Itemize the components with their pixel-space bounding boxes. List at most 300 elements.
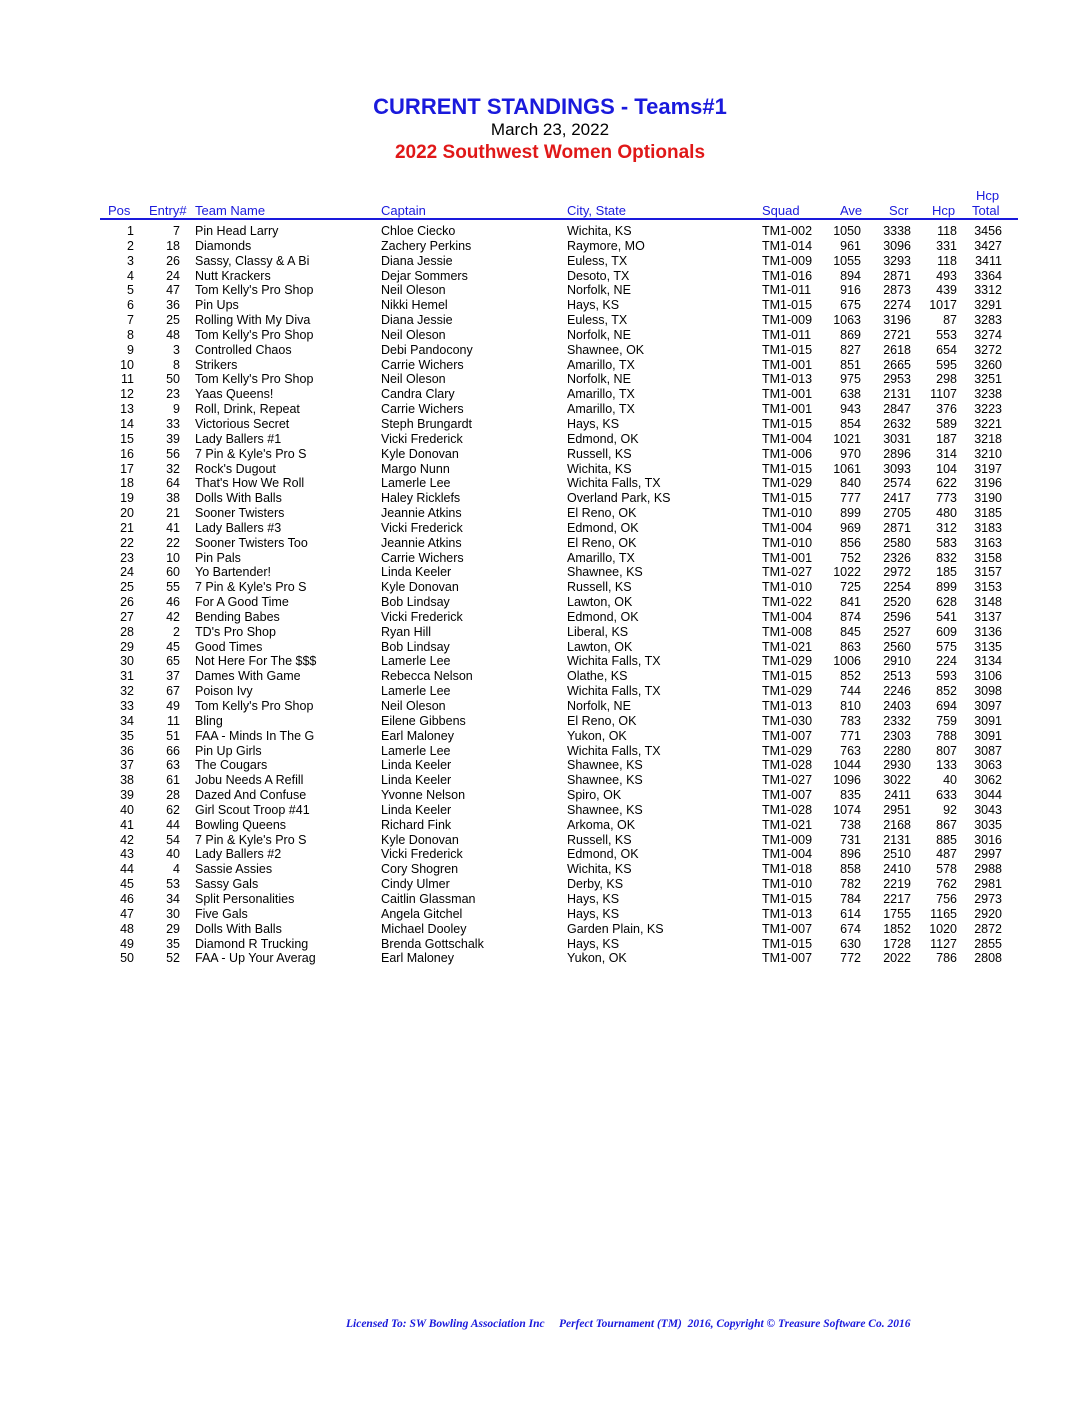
cell-handicap: 1165 bbox=[930, 906, 957, 921]
cell-average: 1063 bbox=[833, 313, 861, 328]
cell-captain: Diana Jessie bbox=[381, 313, 453, 328]
cell-position: 21 bbox=[120, 520, 134, 535]
cell-scratch-score: 2705 bbox=[883, 506, 911, 521]
cell-position: 25 bbox=[120, 580, 134, 595]
cell-average: 783 bbox=[840, 713, 861, 728]
cell-position: 47 bbox=[120, 906, 134, 921]
cell-handicap-total: 3016 bbox=[974, 832, 1002, 847]
table-row bbox=[0, 595, 1088, 610]
cell-position: 38 bbox=[120, 773, 134, 788]
cell-city-state: Spiro, OK bbox=[567, 788, 622, 803]
cell-scratch-score: 2721 bbox=[883, 327, 911, 342]
cell-handicap-total: 3153 bbox=[974, 580, 1002, 595]
cell-handicap: 541 bbox=[936, 609, 957, 624]
cell-captain: Rebecca Nelson bbox=[381, 669, 473, 684]
cell-entry-number: 10 bbox=[166, 550, 180, 565]
cell-captain: Carrie Wichers bbox=[381, 550, 464, 565]
cell-scratch-score: 2847 bbox=[883, 402, 911, 417]
cell-captain: Eilene Gibbens bbox=[381, 713, 466, 728]
cell-city-state: Edmond, OK bbox=[567, 609, 639, 624]
cell-position: 10 bbox=[120, 357, 134, 372]
cell-average: 1006 bbox=[833, 654, 861, 669]
cell-handicap-total: 3456 bbox=[974, 224, 1002, 238]
cell-entry-number: 44 bbox=[166, 817, 180, 832]
cell-captain: Carrie Wichers bbox=[381, 402, 464, 417]
cell-average: 1044 bbox=[833, 758, 861, 773]
table-row bbox=[0, 432, 1088, 447]
cell-handicap-total: 3364 bbox=[974, 268, 1002, 283]
cell-position: 4 bbox=[127, 268, 134, 283]
cell-handicap: 694 bbox=[936, 699, 957, 713]
cell-entry-number: 42 bbox=[166, 609, 180, 624]
cell-scratch-score: 2217 bbox=[883, 891, 911, 906]
cell-handicap-total: 3238 bbox=[974, 387, 1002, 402]
cell-city-state: Liberal, KS bbox=[567, 624, 629, 639]
table-row bbox=[0, 758, 1088, 773]
cell-entry-number: 28 bbox=[166, 788, 180, 803]
cell-team-name: Dazed And Confuse bbox=[195, 788, 307, 803]
table-row bbox=[0, 417, 1088, 432]
col-header-scr: Scr bbox=[889, 203, 909, 218]
table-row bbox=[0, 951, 1088, 966]
cell-city-state: Lawton, OK bbox=[567, 639, 633, 654]
cell-team-name: Lady Ballers #3 bbox=[195, 520, 282, 535]
cell-scratch-score: 2873 bbox=[883, 283, 911, 298]
cell-average: 851 bbox=[840, 357, 861, 372]
cell-entry-number: 11 bbox=[167, 713, 180, 728]
cell-entry-number: 35 bbox=[166, 936, 180, 951]
cell-entry-number: 8 bbox=[173, 357, 180, 372]
cell-handicap: 480 bbox=[936, 506, 957, 521]
cell-position: 46 bbox=[120, 891, 134, 906]
cell-city-state: Russell, KS bbox=[567, 446, 632, 461]
cell-entry-number: 53 bbox=[166, 877, 180, 892]
cell-scratch-score: 2219 bbox=[883, 877, 911, 892]
cell-entry-number: 23 bbox=[166, 387, 180, 402]
cell-team-name: Diamonds bbox=[195, 238, 252, 253]
cell-handicap: 759 bbox=[936, 713, 957, 728]
page-title: CURRENT STANDINGS - Teams#1 bbox=[373, 94, 727, 119]
table-row bbox=[0, 877, 1088, 892]
cell-entry-number: 61 bbox=[166, 773, 180, 788]
cell-captain: Lamerle Lee bbox=[381, 743, 451, 758]
cell-city-state: Shawnee, KS bbox=[567, 565, 643, 580]
tournament-name: 2022 Southwest Women Optionals bbox=[394, 142, 706, 163]
cell-captain: Caitlin Glassman bbox=[381, 891, 476, 906]
cell-average: 1055 bbox=[833, 253, 861, 268]
table-row bbox=[0, 328, 1088, 343]
cell-city-state: Garden Plain, KS bbox=[567, 921, 664, 936]
cell-captain: Lamerle Lee bbox=[381, 476, 451, 491]
cell-handicap: 622 bbox=[936, 476, 957, 491]
table-row bbox=[0, 358, 1088, 373]
cell-squad: TM1-018 bbox=[762, 862, 813, 877]
cell-handicap-total: 3283 bbox=[974, 313, 1002, 328]
cell-average: 841 bbox=[840, 595, 861, 610]
cell-average: 810 bbox=[840, 699, 861, 713]
cell-entry-number: 7 bbox=[173, 224, 180, 238]
cell-squad: TM1-014 bbox=[762, 238, 813, 253]
cell-position: 50 bbox=[120, 951, 134, 966]
cell-squad: TM1-015 bbox=[762, 342, 813, 357]
cell-average: 763 bbox=[840, 743, 861, 758]
cell-entry-number: 60 bbox=[166, 565, 180, 580]
cell-city-state: Shawnee, OK bbox=[567, 342, 645, 357]
cell-team-name: That's How We Roll bbox=[195, 476, 305, 491]
cell-captain: Vicki Frederick bbox=[381, 609, 463, 624]
cell-squad: TM1-002 bbox=[762, 224, 813, 238]
cell-squad: TM1-009 bbox=[762, 313, 813, 328]
cell-captain: Brenda Gottschalk bbox=[381, 936, 484, 951]
cell-handicap: 593 bbox=[936, 669, 957, 684]
cell-squad: TM1-029 bbox=[762, 654, 813, 669]
cell-captain: Kyle Donovan bbox=[381, 832, 459, 847]
cell-captain: Chloe Ciecko bbox=[381, 224, 456, 238]
cell-average: 638 bbox=[840, 387, 861, 402]
cell-handicap: 899 bbox=[936, 580, 957, 595]
cell-average: 943 bbox=[840, 402, 861, 417]
cell-handicap: 1017 bbox=[929, 298, 957, 313]
cell-team-name: Bending Babes bbox=[195, 609, 280, 624]
cell-captain: Neil Oleson bbox=[381, 699, 446, 713]
cell-handicap-total: 3091 bbox=[974, 728, 1002, 743]
cell-scratch-score: 2896 bbox=[883, 446, 911, 461]
cell-city-state: Wichita Falls, TX bbox=[567, 743, 661, 758]
cell-squad: TM1-004 bbox=[762, 520, 813, 535]
cell-city-state: Olathe, KS bbox=[567, 669, 628, 684]
cell-handicap-total: 2981 bbox=[974, 877, 1002, 892]
cell-entry-number: 9 bbox=[173, 402, 180, 417]
cell-team-name: Sassie Assies bbox=[195, 862, 273, 877]
cell-squad: TM1-010 bbox=[762, 506, 813, 521]
cell-team-name: Pin Up Girls bbox=[195, 743, 262, 758]
cell-city-state: Yukon, OK bbox=[567, 951, 627, 966]
cell-handicap: 852 bbox=[936, 684, 957, 699]
cell-position: 3 bbox=[127, 253, 134, 268]
cell-city-state: Overland Park, KS bbox=[567, 491, 671, 506]
cell-handicap-total: 3106 bbox=[974, 669, 1002, 684]
cell-squad: TM1-007 bbox=[762, 951, 813, 966]
cell-scratch-score: 3022 bbox=[883, 773, 911, 788]
cell-handicap-total: 3136 bbox=[974, 624, 1002, 639]
cell-handicap: 575 bbox=[936, 639, 957, 654]
col-header-entry: Entry# bbox=[149, 203, 187, 218]
cell-captain: Kyle Donovan bbox=[381, 580, 459, 595]
cell-entry-number: 55 bbox=[166, 580, 180, 595]
table-row bbox=[0, 907, 1088, 922]
cell-handicap: 633 bbox=[936, 788, 957, 803]
footer-license: Licensed To: SW Bowling Association Inc bbox=[346, 1318, 545, 1330]
cell-entry-number: 33 bbox=[166, 416, 180, 431]
cell-scratch-score: 2410 bbox=[883, 862, 911, 877]
cell-squad: TM1-010 bbox=[762, 535, 813, 550]
cell-captain: Earl Maloney bbox=[381, 728, 454, 743]
table-row bbox=[0, 491, 1088, 506]
cell-team-name: Nutt Krackers bbox=[195, 268, 271, 283]
cell-handicap: 439 bbox=[936, 283, 957, 298]
cell-city-state: Wichita, KS bbox=[567, 862, 632, 877]
table-row bbox=[0, 239, 1088, 254]
cell-scratch-score: 2326 bbox=[883, 550, 911, 565]
cell-entry-number: 45 bbox=[166, 639, 180, 654]
cell-scratch-score: 2910 bbox=[883, 654, 911, 669]
table-row bbox=[0, 818, 1088, 833]
cell-squad: TM1-015 bbox=[762, 298, 813, 313]
cell-squad: TM1-029 bbox=[762, 476, 813, 491]
table-row bbox=[0, 654, 1088, 669]
cell-scratch-score: 1755 bbox=[883, 906, 911, 921]
cell-average: 961 bbox=[840, 238, 861, 253]
cell-team-name: Lady Ballers #1 bbox=[195, 431, 282, 446]
cell-squad: TM1-015 bbox=[762, 936, 813, 951]
cell-handicap-total: 2855 bbox=[974, 936, 1002, 951]
table-row bbox=[0, 773, 1088, 788]
table-row bbox=[0, 447, 1088, 462]
cell-handicap-total: 3044 bbox=[974, 788, 1002, 803]
cell-team-name: Pin Ups bbox=[195, 298, 239, 313]
cell-scratch-score: 3196 bbox=[883, 313, 911, 328]
cell-squad: TM1-007 bbox=[762, 921, 813, 936]
cell-entry-number: 41 bbox=[166, 520, 180, 535]
cell-captain: Neil Oleson bbox=[381, 283, 446, 298]
table-row bbox=[0, 536, 1088, 551]
cell-entry-number: 56 bbox=[166, 446, 180, 461]
cell-captain: Neil Oleson bbox=[381, 327, 446, 342]
cell-squad: TM1-010 bbox=[762, 580, 813, 595]
cell-handicap-total: 3411 bbox=[975, 253, 1002, 268]
cell-squad: TM1-001 bbox=[762, 550, 813, 565]
cell-team-name: Dolls With Balls bbox=[195, 921, 282, 936]
cell-team-name: Victorious Secret bbox=[195, 416, 290, 431]
cell-squad: TM1-028 bbox=[762, 758, 813, 773]
cell-scratch-score: 2417 bbox=[883, 491, 911, 506]
cell-scratch-score: 2527 bbox=[883, 624, 911, 639]
cell-handicap: 40 bbox=[943, 773, 957, 788]
cell-scratch-score: 3293 bbox=[883, 253, 911, 268]
cell-team-name: Sooner Twisters bbox=[195, 506, 285, 521]
cell-squad: TM1-015 bbox=[762, 891, 813, 906]
cell-handicap: 224 bbox=[936, 654, 957, 669]
table-row bbox=[0, 744, 1088, 759]
col-header-captain: Captain bbox=[381, 203, 426, 218]
cell-average: 899 bbox=[840, 506, 861, 521]
cell-city-state: Amarillo, TX bbox=[567, 550, 635, 565]
cell-handicap-total: 3291 bbox=[974, 298, 1002, 313]
cell-city-state: Amarillo, TX bbox=[567, 402, 635, 417]
cell-entry-number: 32 bbox=[166, 461, 180, 476]
cell-captain: Diana Jessie bbox=[381, 253, 453, 268]
cell-position: 31 bbox=[120, 669, 134, 684]
cell-city-state: Euless, TX bbox=[567, 313, 628, 328]
cell-captain: Lamerle Lee bbox=[381, 684, 451, 699]
cell-handicap: 885 bbox=[936, 832, 957, 847]
cell-handicap: 493 bbox=[936, 268, 957, 283]
cell-team-name: Diamond R Trucking bbox=[195, 936, 309, 951]
cell-squad: TM1-001 bbox=[762, 402, 813, 417]
cell-city-state: El Reno, OK bbox=[567, 535, 637, 550]
cell-handicap-total: 3097 bbox=[974, 699, 1002, 713]
cell-team-name: Sooner Twisters Too bbox=[195, 535, 308, 550]
cell-average: 1061 bbox=[833, 461, 861, 476]
footer-software: Perfect Tournament (TM) 2016, Copyright © Treasure Software Co. 2016 bbox=[559, 1318, 911, 1330]
cell-squad: TM1-021 bbox=[762, 817, 813, 832]
cell-position: 48 bbox=[120, 921, 134, 936]
cell-captain: Haley Ricklefs bbox=[381, 491, 461, 506]
cell-team-name: Bowling Queens bbox=[195, 817, 287, 832]
cell-handicap: 187 bbox=[936, 431, 957, 446]
table-row bbox=[0, 506, 1088, 521]
cell-captain: Linda Keeler bbox=[381, 758, 452, 773]
cell-handicap-total: 3218 bbox=[974, 431, 1002, 446]
cell-team-name: TD's Pro Shop bbox=[195, 624, 276, 639]
cell-city-state: Wichita Falls, TX bbox=[567, 654, 661, 669]
cell-handicap: 595 bbox=[936, 357, 957, 372]
cell-position: 17 bbox=[120, 461, 134, 476]
cell-scratch-score: 2632 bbox=[883, 416, 911, 431]
cell-entry-number: 48 bbox=[166, 327, 180, 342]
cell-handicap: 832 bbox=[936, 550, 957, 565]
cell-team-name: Good Times bbox=[195, 639, 263, 654]
cell-team-name: Strikers bbox=[195, 357, 238, 372]
cell-average: 772 bbox=[840, 951, 861, 966]
cell-team-name: Jobu Needs A Refill bbox=[195, 773, 304, 788]
cell-squad: TM1-015 bbox=[762, 461, 813, 476]
cell-position: 40 bbox=[120, 802, 134, 817]
cell-captain: Bob Lindsay bbox=[381, 595, 450, 610]
table-row bbox=[0, 922, 1088, 937]
cell-handicap: 185 bbox=[936, 565, 957, 580]
table-row bbox=[0, 714, 1088, 729]
cell-team-name: Sassy Gals bbox=[195, 877, 259, 892]
cell-handicap: 376 bbox=[936, 402, 957, 417]
cell-team-name: Lady Ballers #2 bbox=[195, 847, 282, 862]
cell-handicap-total: 3272 bbox=[974, 342, 1002, 357]
cell-position: 23 bbox=[120, 550, 134, 565]
cell-handicap: 578 bbox=[936, 862, 957, 877]
cell-city-state: Shawnee, KS bbox=[567, 758, 643, 773]
cell-handicap-total: 3223 bbox=[974, 402, 1002, 417]
cell-position: 29 bbox=[120, 639, 134, 654]
cell-handicap-total: 3098 bbox=[974, 684, 1002, 699]
cell-average: 916 bbox=[840, 283, 861, 298]
cell-city-state: Arkoma, OK bbox=[567, 817, 636, 832]
cell-handicap: 788 bbox=[936, 728, 957, 743]
table-row bbox=[0, 402, 1088, 417]
cell-squad: TM1-015 bbox=[762, 491, 813, 506]
table-row bbox=[0, 803, 1088, 818]
cell-team-name: Tom Kelly's Pro Shop bbox=[195, 283, 314, 298]
cell-scratch-score: 2280 bbox=[883, 743, 911, 758]
cell-scratch-score: 2953 bbox=[883, 372, 911, 387]
cell-city-state: Amarillo, TX bbox=[567, 357, 635, 372]
cell-team-name: 7 Pin & Kyle's Pro S bbox=[195, 832, 307, 847]
cell-scratch-score: 2596 bbox=[883, 609, 911, 624]
cell-position: 42 bbox=[120, 832, 134, 847]
cell-handicap-total: 3035 bbox=[974, 817, 1002, 832]
cell-entry-number: 25 bbox=[166, 313, 180, 328]
cell-team-name: 7 Pin & Kyle's Pro S bbox=[195, 446, 307, 461]
cell-position: 37 bbox=[120, 758, 134, 773]
cell-entry-number: 22 bbox=[166, 535, 180, 550]
cell-entry-number: 51 bbox=[166, 728, 180, 743]
cell-position: 1 bbox=[127, 224, 134, 238]
cell-city-state: Wichita, KS bbox=[567, 224, 632, 238]
cell-squad: TM1-013 bbox=[762, 906, 813, 921]
cell-average: 771 bbox=[840, 728, 861, 743]
cell-city-state: Russell, KS bbox=[567, 832, 632, 847]
cell-handicap: 786 bbox=[936, 951, 957, 966]
cell-entry-number: 40 bbox=[166, 847, 180, 862]
cell-squad: TM1-009 bbox=[762, 253, 813, 268]
cell-position: 2 bbox=[127, 238, 134, 253]
cell-position: 28 bbox=[120, 624, 134, 639]
cell-captain: Candra Clary bbox=[381, 387, 455, 402]
cell-handicap: 104 bbox=[936, 461, 957, 476]
cell-city-state: Hays, KS bbox=[567, 906, 620, 921]
table-row bbox=[0, 847, 1088, 862]
cell-team-name: The Cougars bbox=[195, 758, 268, 773]
cell-team-name: For A Good Time bbox=[195, 595, 289, 610]
cell-entry-number: 24 bbox=[166, 268, 180, 283]
cell-entry-number: 39 bbox=[166, 431, 180, 446]
cell-scratch-score: 2513 bbox=[883, 669, 911, 684]
cell-average: 725 bbox=[840, 580, 861, 595]
cell-captain: Cory Shogren bbox=[381, 862, 459, 877]
cell-city-state: Derby, KS bbox=[567, 877, 624, 892]
cell-team-name: Dames With Game bbox=[195, 669, 301, 684]
cell-position: 16 bbox=[120, 446, 134, 461]
cell-handicap-total: 3063 bbox=[974, 758, 1002, 773]
cell-city-state: Norfolk, NE bbox=[567, 283, 631, 298]
table-row bbox=[0, 729, 1088, 744]
cell-city-state: El Reno, OK bbox=[567, 506, 637, 521]
cell-average: 845 bbox=[840, 624, 861, 639]
cell-average: 863 bbox=[840, 639, 861, 654]
cell-average: 869 bbox=[840, 327, 861, 342]
cell-average: 1050 bbox=[833, 224, 861, 238]
cell-city-state: Shawnee, KS bbox=[567, 802, 643, 817]
cell-handicap-total: 3137 bbox=[974, 609, 1002, 624]
cell-captain: Zachery Perkins bbox=[381, 238, 472, 253]
cell-entry-number: 37 bbox=[166, 669, 180, 684]
cell-scratch-score: 2246 bbox=[883, 684, 911, 699]
cell-team-name: Not Here For The $$$ bbox=[195, 654, 317, 669]
cell-team-name: Controlled Chaos bbox=[195, 342, 292, 357]
table-row bbox=[0, 224, 1088, 239]
cell-handicap: 133 bbox=[936, 758, 957, 773]
cell-entry-number: 67 bbox=[166, 684, 180, 699]
cell-handicap-total: 3190 bbox=[974, 491, 1002, 506]
cell-average: 852 bbox=[840, 669, 861, 684]
cell-entry-number: 29 bbox=[166, 921, 180, 936]
cell-captain: Michael Dooley bbox=[381, 921, 467, 936]
cell-handicap: 583 bbox=[936, 535, 957, 550]
cell-scratch-score: 2871 bbox=[883, 520, 911, 535]
cell-team-name: Yaas Queens! bbox=[195, 387, 274, 402]
cell-city-state: Wichita, KS bbox=[567, 461, 632, 476]
cell-squad: TM1-022 bbox=[762, 595, 813, 610]
cell-position: 24 bbox=[120, 565, 134, 580]
cell-captain: Jeannie Atkins bbox=[381, 506, 462, 521]
cell-team-name: Tom Kelly's Pro Shop bbox=[195, 372, 314, 387]
cell-team-name: Five Gals bbox=[195, 906, 248, 921]
cell-position: 32 bbox=[120, 684, 134, 699]
cell-captain: Neil Oleson bbox=[381, 372, 446, 387]
cell-handicap: 118 bbox=[937, 224, 957, 238]
cell-position: 7 bbox=[127, 313, 134, 328]
cell-team-name: Tom Kelly's Pro Shop bbox=[195, 327, 314, 342]
cell-scratch-score: 2560 bbox=[883, 639, 911, 654]
